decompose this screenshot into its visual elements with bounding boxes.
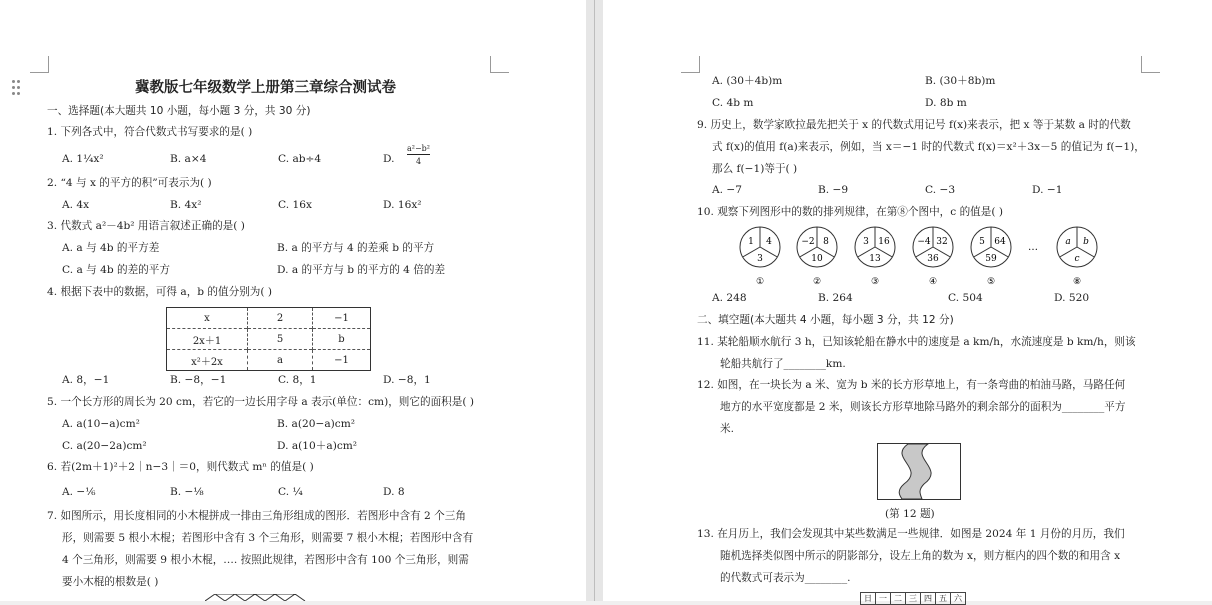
- q6-option-b: B. −⅛: [170, 486, 204, 498]
- q5-option-d: D. a(10＋a)cm²: [277, 440, 358, 452]
- circle-value-bottom: 59: [985, 254, 997, 264]
- circle-value-top-right: b: [1083, 237, 1089, 247]
- q5-option-b: B. a(20−a)cm²: [277, 418, 355, 430]
- circle-value-top-right: 64: [994, 237, 1006, 247]
- crop-mark: [1141, 56, 1160, 73]
- table-row: [167, 350, 371, 371]
- question-7-line: 7. 如图所示，用长度相同的小木棍拼成一排由三角形组成的图形．若图形中含有 2 个三角: [47, 510, 466, 522]
- crop-mark: [681, 56, 700, 73]
- question-3-stem: 3. 代数式 a²－4b² 用语言叙述正确的是( ): [47, 220, 245, 232]
- q10-circle-figures: [735, 224, 1105, 286]
- q1-option-b: B. a×4: [170, 153, 207, 165]
- calendar-header-cell: 二: [891, 593, 906, 605]
- question-12-line: 地方的水平宽度都是 2 米，则该长方形草地除马路外的剩余部分的面积为________平方: [720, 401, 1126, 413]
- calendar-header-cell: 日: [861, 593, 876, 605]
- table-cell: 5: [248, 329, 313, 350]
- table-row: [861, 593, 966, 605]
- question-9-line: 9. 历史上，数学家欧拉最先把关于 x 的代数式用记号 f(x)来表示，把 x 等于某数 a 时的代数: [697, 119, 1131, 131]
- q7-triangle-figure: [205, 594, 315, 601]
- question-13-line: 13. 在月历上，我们会发现其中某些数满足一些规律．如图是 2024 年 1 月份的月历，我们: [697, 528, 1125, 540]
- calendar-header-cell: 五: [936, 593, 951, 605]
- table-row: [167, 308, 371, 329]
- q4-table: [166, 307, 371, 371]
- circle-label: ⑤: [986, 277, 996, 286]
- calendar-header-cell: 四: [921, 593, 936, 605]
- circle-value-bottom: c: [1074, 254, 1080, 264]
- circle-value-top-left: −4: [917, 237, 931, 247]
- circle-value-bottom: 13: [869, 254, 881, 264]
- section-heading: 二、填空题(本大题共 4 小题，每小题 3 分，共 12 分): [697, 314, 954, 326]
- circle-label: ③: [870, 277, 880, 286]
- q9-option-c: C. −3: [925, 184, 956, 196]
- q3-option-b: B. a 的平方与 4 的差乘 b 的平方: [277, 242, 435, 254]
- circle-value-top-left: 1: [748, 237, 754, 247]
- q13-calendar: [860, 592, 966, 605]
- q4-option-b: B. −8，−1: [170, 374, 227, 386]
- circle-figure-2: [797, 227, 837, 286]
- q8-option-c: C. 4b m: [712, 97, 754, 109]
- question-5-stem: 5. 一个长方形的周长为 20 cm，若它的一边长用字母 a 表示(单位：cm)，则它的面积是( ): [47, 396, 475, 408]
- q8-option-a: A. (30＋4b)m: [712, 75, 783, 87]
- q3-option-c: C. a 与 4b 的差的平方: [62, 264, 170, 276]
- question-4-stem: 4. 根据下表中的数据，可得 a，b 的值分别为( ): [47, 286, 273, 298]
- question-13-line: 的代数式可表示为________.: [720, 572, 851, 584]
- question-7-line: 形，则需要 5 根小木棍；若图形中含有 3 个三角形，则需要 7 根小木棍；若图形中含有: [62, 532, 474, 544]
- q5-option-a: A. a(10−a)cm²: [62, 418, 140, 430]
- q6-option-d: D. 8: [383, 486, 405, 498]
- q8-option-d: D. 8b m: [925, 97, 967, 109]
- crop-mark: [30, 56, 49, 73]
- q4-option-c: C. 8，1: [278, 374, 317, 386]
- circle-label: ④: [928, 277, 938, 286]
- question-11-line: 11. 某轮船顺水航行 3 h，已知该轮船在静水中的速度是 a km/h，水流速度是 b km/h，则该: [697, 336, 1136, 348]
- question-2-stem: 2. “4 与 x 的平方的积”可表示为( ): [47, 177, 212, 189]
- circle-value-top-left: 5: [979, 237, 985, 247]
- q8-option-b: B. (30＋8b)m: [925, 75, 996, 87]
- question-1-stem: 1. 下列各式中，符合代数式书写要求的是( ): [47, 126, 253, 138]
- circle-value-top-right: 8: [823, 237, 829, 247]
- page-divider: [594, 0, 595, 601]
- q6-option-a: A. −⅙: [62, 486, 96, 498]
- page-title: 冀教版七年级数学上册第三章综合测试卷: [135, 80, 396, 96]
- q5-option-c: C. a(20−2a)cm²: [62, 440, 147, 452]
- circle-label: ②: [812, 277, 822, 286]
- document-page-left: [0, 0, 586, 601]
- q1-d-denominator: 4: [416, 157, 422, 166]
- q3-option-d: D. a 的平方与 b 的平方的 4 倍的差: [277, 264, 446, 276]
- calendar-header-cell: 六: [951, 593, 966, 605]
- circle-value-top-right: 4: [766, 237, 772, 247]
- q12-road-figure: [877, 443, 961, 500]
- question-7-line: 4 个三角形，则需要 9 根小木棍，…. 按照此规律，若图形中含有 100 个三角形，则需: [62, 554, 469, 566]
- circle-label: ⑧: [1072, 277, 1082, 286]
- circle-figure-8: [1057, 227, 1097, 286]
- q1-option-c: C. ab÷4: [278, 153, 322, 165]
- table-cell: −1: [313, 308, 371, 329]
- q1-option-a: A. 1¼x²: [62, 153, 104, 165]
- drag-handle-icon[interactable]: [12, 80, 22, 96]
- question-13-line: 随机选择类似图中所示的阴影部分，设左上角的数为 x，则方框内的四个数的和用含 x: [720, 550, 1121, 562]
- q2-option-b: B. 4x²: [170, 199, 202, 211]
- q6-option-c: C. ¼: [278, 486, 303, 498]
- q12-figure-caption: (第 12 题): [885, 508, 935, 520]
- q2-option-d: D. 16x²: [383, 199, 422, 211]
- calendar-header-cell: 一: [876, 593, 891, 605]
- q10-option-d: D. 520: [1054, 292, 1090, 304]
- table-cell: x: [204, 312, 210, 324]
- question-9-line: 那么 f(−1)等于( ): [712, 163, 798, 175]
- section-heading: 一、选择题(本大题共 10 小题，每小题 3 分，共 30 分): [47, 105, 311, 117]
- table-cell: b: [313, 329, 371, 350]
- circle-figure-4: [913, 227, 953, 286]
- table-cell: 2x＋1: [167, 329, 248, 350]
- question-6-stem: 6. 若(2m＋1)²＋2｜n−3｜＝0，则代数式 mⁿ 的值是( ): [47, 461, 314, 473]
- circle-label: ①: [755, 277, 765, 286]
- q10-option-a: A. 248: [712, 292, 747, 304]
- calendar-header-cell: 三: [906, 593, 921, 605]
- question-12-line: 12. 如图，在一块长为 a 米、宽为 b 米的长方形草地上，有一条弯曲的柏油马路，马路任何: [697, 379, 1126, 391]
- table-cell: 2: [248, 308, 313, 329]
- table-row: [167, 329, 371, 350]
- circle-value-top-left: a: [1065, 237, 1071, 247]
- circle-value-top-right: 32: [936, 237, 948, 247]
- q3-option-a: A. a 与 4b 的平方差: [62, 242, 160, 254]
- q10-option-b: B. 264: [818, 292, 853, 304]
- q1-d-numerator: a²−b²: [407, 144, 431, 153]
- question-10-stem: 10. 观察下列图形中的数的排列规律，在第⑧个图中，c 的值是( ): [697, 206, 1003, 218]
- circle-figure-3: [855, 227, 895, 286]
- crop-mark: [490, 56, 509, 73]
- circle-ellipsis: …: [1028, 242, 1038, 253]
- q9-option-b: B. −9: [818, 184, 849, 196]
- q2-option-c: C. 16x: [278, 199, 312, 211]
- circle-value-top-left: 3: [863, 237, 869, 247]
- q1-option-d: D.: [383, 153, 395, 165]
- question-9-line: 式 f(x)的值用 f(a)来表示，例如，当 x＝−1 时的代数式 f(x)＝x²＋3x－5 的值记为 f(−1)，: [712, 141, 1145, 153]
- q4-option-a: A. 8，−1: [62, 374, 110, 386]
- circle-value-bottom: 3: [757, 254, 763, 264]
- q4-option-d: D. −8，1: [383, 374, 431, 386]
- table-cell: a: [248, 350, 313, 371]
- question-7-line: 要小木棍的根数是( ): [62, 576, 159, 588]
- question-12-line: 米.: [720, 423, 734, 435]
- circle-figure-5: [971, 227, 1011, 286]
- circle-figure-1: [740, 227, 780, 286]
- q2-option-a: A. 4x: [62, 199, 90, 211]
- circle-value-top-right: 16: [878, 237, 890, 247]
- circle-value-top-left: −2: [801, 237, 815, 247]
- q9-option-a: A. −7: [712, 184, 743, 196]
- table-cell: −1: [313, 350, 371, 371]
- circle-value-bottom: 36: [927, 254, 939, 264]
- circle-value-bottom: 10: [811, 254, 823, 264]
- q10-option-c: C. 504: [948, 292, 983, 304]
- q9-option-d: D. −1: [1032, 184, 1063, 196]
- table-cell: x²＋2x: [167, 350, 248, 371]
- question-11-line: 轮船共航行了________km.: [720, 358, 846, 370]
